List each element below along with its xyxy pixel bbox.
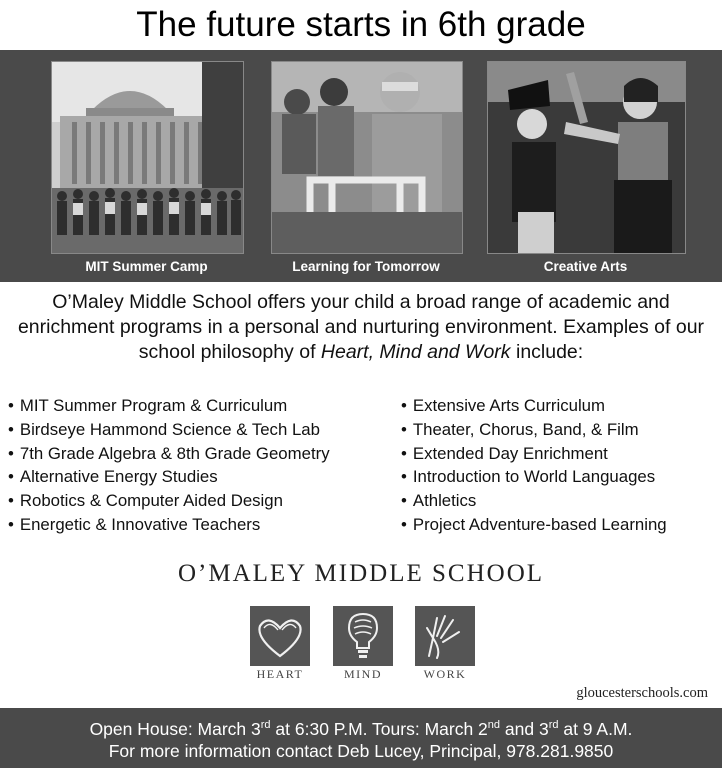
- ordinal-suffix: nd: [487, 719, 501, 731]
- photo-caption-mit: MIT Summer Camp: [85, 259, 208, 274]
- list-item: • Robotics & Computer Aided Design: [8, 489, 330, 513]
- photo-band: [0, 50, 722, 282]
- list-item: • Extended Day Enrichment: [401, 442, 667, 466]
- logo-label-mind: MIND: [344, 667, 382, 681]
- list-item: • Birdseye Hammond Science & Tech Lab: [8, 418, 330, 442]
- heart-hands-icon: [250, 606, 310, 666]
- programs-list-left: [8, 394, 330, 537]
- mit-dome-group-photo: [51, 61, 244, 254]
- intro-text: O’Maley Middle School offers your child a broad range of academic and enrichment programs in a personal and nurturing environment. Examples of our school philosophy of: [17, 291, 705, 363]
- logo-label-heart: HEART: [256, 667, 304, 681]
- school-name: O’MALEY MIDDLE SCHOOL: [177, 560, 545, 587]
- programs-list-right: [401, 394, 667, 537]
- photo-caption-arts: Creative Arts: [543, 259, 628, 274]
- list-item: • Introduction to World Languages: [401, 465, 667, 489]
- list-item: • Energetic & Innovative Teachers: [8, 513, 330, 537]
- open-house-line: [0, 714, 722, 740]
- list-item: • Athletics: [401, 489, 667, 513]
- page-title: The future starts in 6th grade: [136, 5, 586, 44]
- ordinal-suffix: rd: [548, 719, 559, 731]
- list-item: • MIT Summer Program & Curriculum: [8, 394, 330, 418]
- intro-emphasis: Heart, Mind and Work: [320, 341, 511, 363]
- intro-text-end: include:: [510, 341, 584, 363]
- footer-banner: [0, 708, 722, 768]
- photo-caption-learning: Learning for Tomorrow: [292, 259, 440, 274]
- tours-text: and 3: [500, 718, 549, 739]
- list-item: • Extensive Arts Curriculum: [401, 394, 667, 418]
- students-building-robot-photo: [271, 61, 463, 254]
- list-item: • 7th Grade Algebra & 8th Grade Geometry: [8, 442, 330, 466]
- list-item: • Alternative Energy Studies: [8, 465, 330, 489]
- hand-icon: [415, 606, 475, 666]
- open-house-text: Open House: March 3: [89, 718, 261, 739]
- intro-paragraph: [10, 290, 712, 365]
- lightbulb-icon: [333, 606, 393, 666]
- tours-text: at 9 A.M.: [558, 718, 633, 739]
- students-performing-photo: [487, 61, 686, 254]
- tours-text: at 6:30 P.M. Tours: March 2: [270, 718, 488, 739]
- logo-label-work: WORK: [423, 667, 467, 681]
- website-link[interactable]: gloucesterschools.com: [576, 685, 708, 701]
- ordinal-suffix: rd: [260, 719, 271, 731]
- list-item: • Theater, Chorus, Band, & Film: [401, 418, 667, 442]
- contact-line: For more information contact Deb Lucey, Principal, 978.281.9850: [108, 740, 614, 761]
- list-item: • Project Adventure-based Learning: [401, 513, 667, 537]
